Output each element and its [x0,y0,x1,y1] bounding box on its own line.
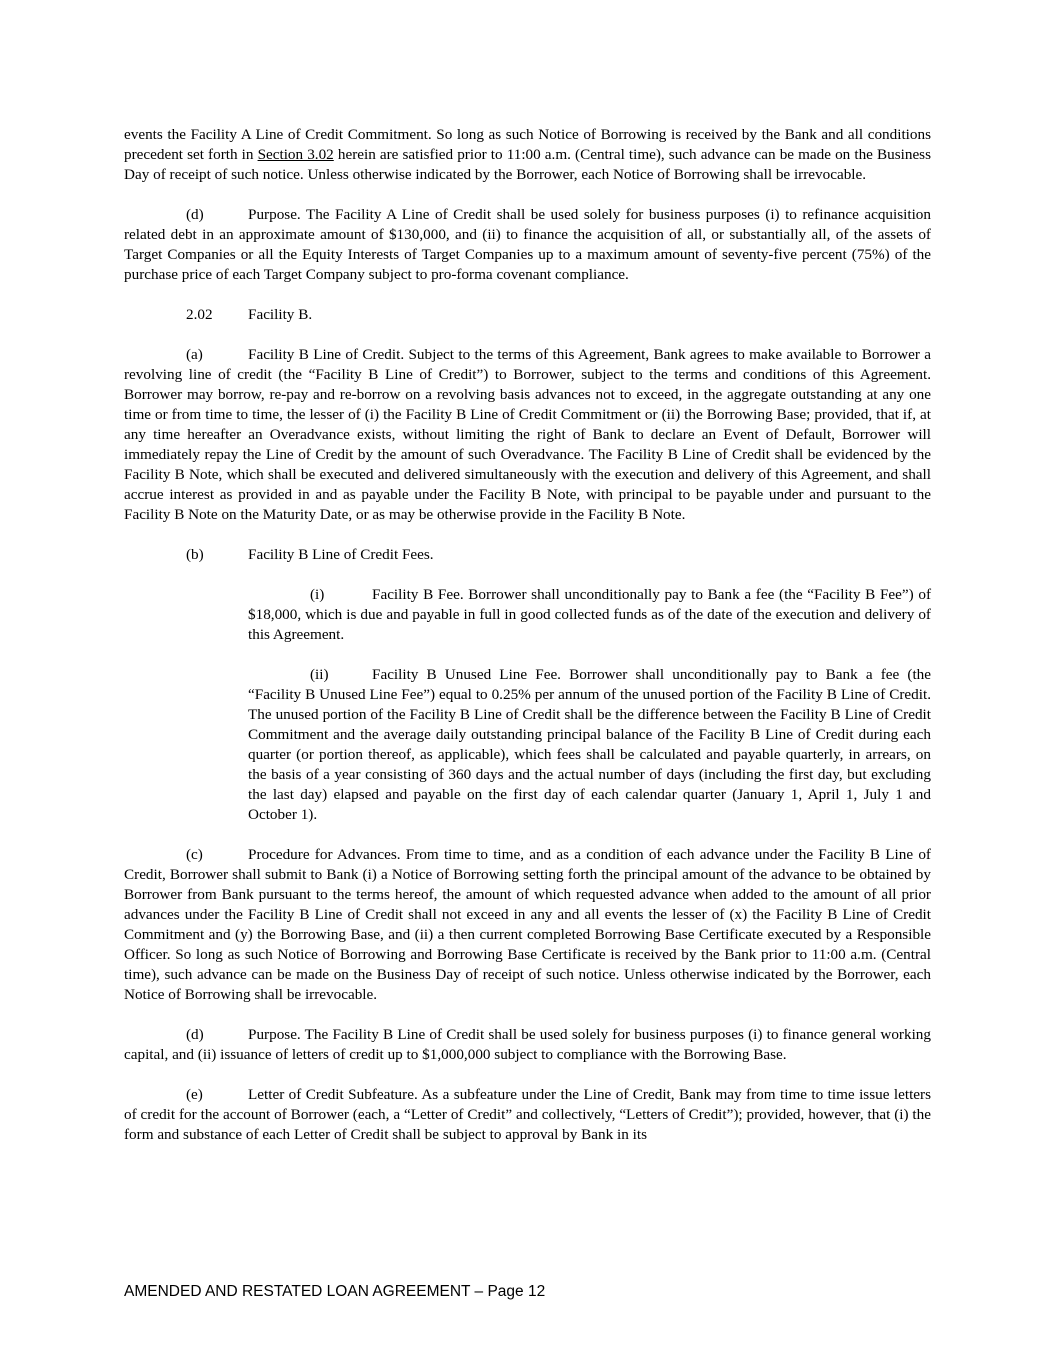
paragraph-fee-ii: (ii) Facility B Unused Line Fee. Borrower shall unconditionally pay to Bank a fee (the “Facility B Unused Line Fee”) equal to 0.25% per annum of the unused portion of the Facility B Line of Credit. The unused portion of the Facility B Line of Credit shall be the difference between the Facility B Line of Credit Commitment and the average daily outstanding principal balance of the Facility B Line of Credit during each quarter (or portion thereof, as applicable), which fees shall be calculated and payable quarterly, in arrears, on the basis of a year consisting of 360 days and the actual number of days (including the first day, but excluding the last day) elapsed and payable on the first day of each calendar quarter (January 1, April 1, July 1 and October 1). [248,666,931,823]
clause-label: (d) [186,206,204,223]
subclause-label: (i) [310,586,325,603]
clause-label: (b) [186,546,204,563]
subclause-label: (ii) [310,666,329,683]
clause-label: (a) [186,346,203,363]
clause-label: (c) [186,846,203,863]
clause-label: (e) [186,1086,203,1103]
section-reference: Section 3.02 [257,146,334,163]
clause-heading: Letter of Credit Subfeature [248,1086,414,1103]
footer-page-number: Page 12 [487,1283,546,1300]
page-footer [124,1283,545,1301]
paragraph-facility-a-purpose: (d) Purpose. The Facility A Line of Credit shall be used solely for business purposes (i) to refinance acquisition related debt in an approximate amount of $130,000, and (ii) to finance the acquisition of all, or substantially all, of the assets of Target Companies or all the Equity Interests of Target Companies up to a maximum amount of seventy-five percent (75%) of the purchase price of each Target Company subject to pro-forma covenant compliance. [124,206,931,283]
paragraph-loc-subfeature: (e) Letter of Credit Subfeature. As a subfeature under the Line of Credit, Bank may from time to time issue letters of credit for the account of Borrower (each, a “Letter of Credit” and collectively, “Letters of Credit”); provided, however, that (i) the form and substance of each Letter of Credit shall be subject to approval by Bank in its [124,1086,931,1143]
clause-label: (d) [186,1026,204,1043]
paragraph-procedure: (c) Procedure for Advances. From time to time, and as a condition of each advance under the Facility B Line of Credit, Borrower shall submit to Bank (i) a Notice of Borrowing setting forth the principal amount of the advance to be obtained by Borrower from Bank pursuant to the terms hereof, the amount of which requested advance when added to the amount of all prior advances under the Facility B Line of Credit shall not exceed in any and all events the lesser of (x) the Facility B Line of Credit Commitment and (y) the Borrowing Base, and (ii) a then current completed Borrowing Base Certificate executed by a Responsible Officer. So long as such Notice of Borrowing and Borrowing Base Certificate is received by the Bank prior to 11:00 a.m. (Central time), such advance can be made on the Business Day of receipt of such notice. Unless otherwise indicated by the Borrower, each Notice of Borrowing shall be irrevocable. [124,846,931,1003]
page-body [124,125,931,1165]
clause-heading: Purpose. [248,1026,301,1043]
subclause-heading: Facility B Fee. [372,586,464,603]
clause-heading: Procedure for Advances. [248,846,401,863]
clause-heading: Facility B Line of Credit Fees. [248,546,434,563]
paragraph-facility-b-purpose: (d) Purpose. The Facility B Line of Credit shall be used solely for business purposes (i) to finance general working capital, and (ii) issuance of letters of credit up to $1,000,000 subject to compliance with the Borrowing Base. [124,1026,931,1063]
paragraph-continuation: events the Facility A Line of Credit Commitment. So long as such Notice of Borrowing is received by the Bank and all conditions precedent set forth in Section 3.02 herein are satisfied prior to 11:00 a.m. (Central time), such advance can be made on the Business Day of receipt of such notice. Unless otherwise indicated by the Borrower, each Notice of Borrowing shall be irrevocable. [124,126,931,183]
subclause-heading: Facility B Unused Line Fee. [372,666,561,683]
footer-separator: – [470,1283,488,1300]
section-title: Facility B. [248,306,313,323]
section-heading-2-02 [186,305,931,325]
paragraph-fee-i: (i) Facility B Fee. Borrower shall unconditionally pay to Bank a fee (the “Facility B Fee”) of $18,000, which is due and payable in full in good collected funds as of the date of the execution and delivery of this Agreement. [248,586,931,643]
paragraph-facility-b-fees [186,545,931,565]
section-number: 2.02 [186,306,213,323]
footer-title: AMENDED AND RESTATED LOAN AGREEMENT [124,1283,471,1300]
clause-heading: Purpose. [248,206,301,223]
paragraph-facility-b-line: (a) Facility B Line of Credit. Subject to the terms of this Agreement, Bank agrees to make available to Borrower a revolving line of credit (the “Facility B Line of Credit”) to Borrower, subject to the terms and conditions of this Agreement. Borrower may borrow, re-pay and re-borrow on a revolving basis advances not to exceed, in the aggregate outstanding at any one time or from time to time, the lesser of (i) the Facility B Line of Credit Commitment or (ii) the Borrowing Base; provided, that if, at any time hereafter an Overadvance exists, without limiting the right of Bank to declare an Event of Default, Borrower will immediately repay the Line of Credit by the amount of such Overadvance. The Facility B Line of Credit shall be evidenced by the Facility B Note, which shall be executed and delivered simultaneously with the execution and delivery of this Agreement, and shall accrue interest as provided in and as payable under the Facility B Note, with principal to be payable under and pursuant to the Facility B Note on the Maturity Date, or as may be otherwise provide in the Facility B Note. [124,346,931,523]
clause-heading: Facility B Line of Credit [248,346,401,363]
